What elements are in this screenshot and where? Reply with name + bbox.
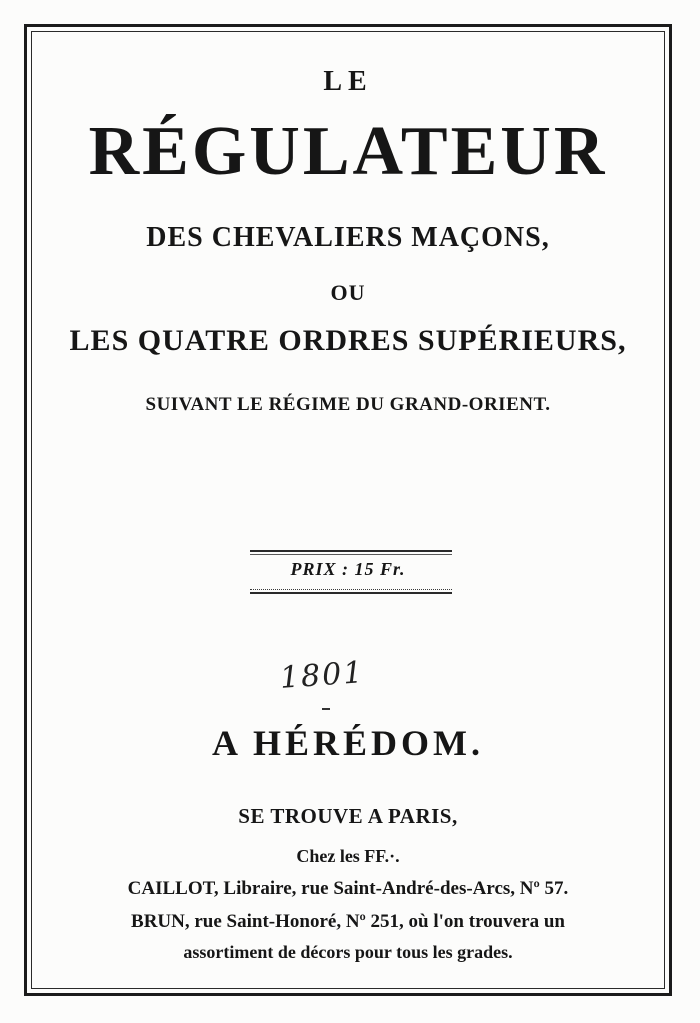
handwritten-dash — [322, 708, 330, 710]
subtitle-line-2: LES QUATRE ORDRES SUPÉRIEURS, — [69, 324, 627, 357]
sold-at-heading: SE TROUVE A PARIS, — [238, 804, 458, 828]
price-rule-bottom-dotted — [250, 589, 452, 590]
price-rule-top-thin — [250, 554, 452, 555]
bookseller-caillot: CAILLOT, Libraire, rue Saint-André-des-Arcs, Nº 57. — [127, 878, 569, 899]
price-label: PRIX : 15 Fr. — [290, 559, 406, 579]
place-of-publication: A HÉRÉDOM. — [211, 723, 484, 763]
handwritten-year: 1801 — [278, 655, 366, 696]
chez-line: Chez les FF.·. — [296, 846, 400, 866]
subtitle-line-1: DES CHEVALIERS MAÇONS, — [146, 222, 550, 253]
price-rule-bottom — [250, 592, 452, 594]
subtitle-line-3: SUIVANT LE RÉGIME DU GRAND-ORIENT. — [145, 394, 551, 415]
bookseller-brun: BRUN, rue Saint-Honoré, Nº 251, où l'on trouvera un — [131, 911, 565, 932]
main-title: RÉGULATEUR — [88, 113, 608, 190]
title-article: LE — [323, 66, 373, 97]
price-rule-top — [250, 550, 452, 552]
subtitle-conjunction: OU — [330, 280, 366, 305]
bookseller-brun-continued: assortiment de décors pour tous les grades. — [183, 942, 513, 962]
